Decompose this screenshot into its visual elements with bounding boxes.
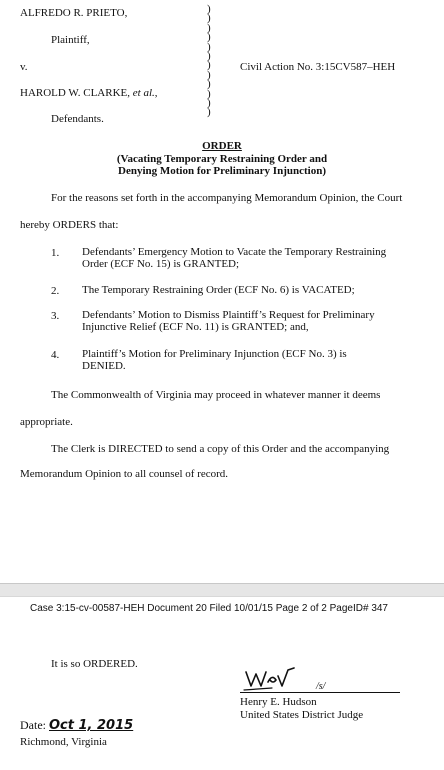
intro-line2: hereby ORDERS that: — [20, 219, 119, 231]
location: Richmond, Virginia — [20, 736, 107, 748]
versus-label: v. — [20, 61, 28, 73]
plaintiff-role: Plaintiff, — [51, 34, 90, 46]
defendant-role: Defendants. — [51, 113, 104, 125]
item-1-number: 1. — [51, 247, 60, 259]
so-ordered: It is so ORDERED. — [51, 658, 138, 670]
judge-title: United States District Judge — [240, 709, 364, 721]
intro-line1: For the reasons set forth in the accompanying Memorandum Opinion, the Court — [51, 192, 403, 204]
order-subtitle-line2: Denying Motion for Preliminary Injunction) — [118, 165, 326, 177]
page-separator — [0, 583, 444, 597]
item-3-text: Defendants’ Motion to Dismiss Plaintiff’s Request for Preliminary Injunctive Relief (ECF No. 11) is GRANTED; and, — [82, 309, 375, 333]
date-label: Date: — [20, 718, 49, 732]
signature-mark: /s/ — [316, 681, 326, 692]
caption-parentheses: ) ) ) ) ) ) ) ) ) ) ) ) — [207, 3, 211, 119]
clerk-line2: Memorandum Opinion to all counsel of record. — [20, 468, 229, 480]
clerk-line1: The Clerk is DIRECTED to send a copy of this Order and the accompanying — [51, 443, 390, 455]
date-handwritten: Oct 1, 2015 — [49, 718, 134, 733]
item-4-number: 4. — [51, 349, 60, 361]
item-3-number: 3. — [51, 310, 60, 322]
case-header: Case 3:15-cv-00587-HEH Document 20 Filed 10/01/15 Page 2 of 2 PageID# 347 — [30, 603, 388, 614]
item-4-text: Plaintiff’s Motion for Preliminary Injunction (ECF No. 3) is DENIED. — [82, 348, 347, 372]
date-line — [20, 718, 133, 733]
civil-action-number: Civil Action No. 3:15CV587–HEH — [240, 61, 396, 73]
defendant-name: HAROLD W. CLARKE, et al., — [20, 87, 158, 99]
commonwealth-line1: The Commonwealth of Virginia may proceed in whatever manner it deems — [51, 389, 381, 401]
item-1-text: Defendants’ Emergency Motion to Vacate the Temporary Restraining Order (ECF No. 15) is GRANTED; — [82, 246, 387, 270]
plaintiff-name: ALFREDO R. PRIETO, — [20, 7, 128, 19]
order-subtitle-line1: (Vacating Temporary Restraining Order and — [116, 153, 328, 165]
order-title: ORDER — [202, 140, 242, 152]
item-2-number: 2. — [51, 285, 60, 297]
signature-line — [240, 692, 400, 693]
commonwealth-line2: appropriate. — [20, 416, 73, 428]
item-2-text: The Temporary Restraining Order (ECF No. 6) is VACATED; — [82, 284, 355, 296]
judge-name: Henry E. Hudson — [240, 696, 317, 708]
judge-signature — [242, 664, 302, 694]
